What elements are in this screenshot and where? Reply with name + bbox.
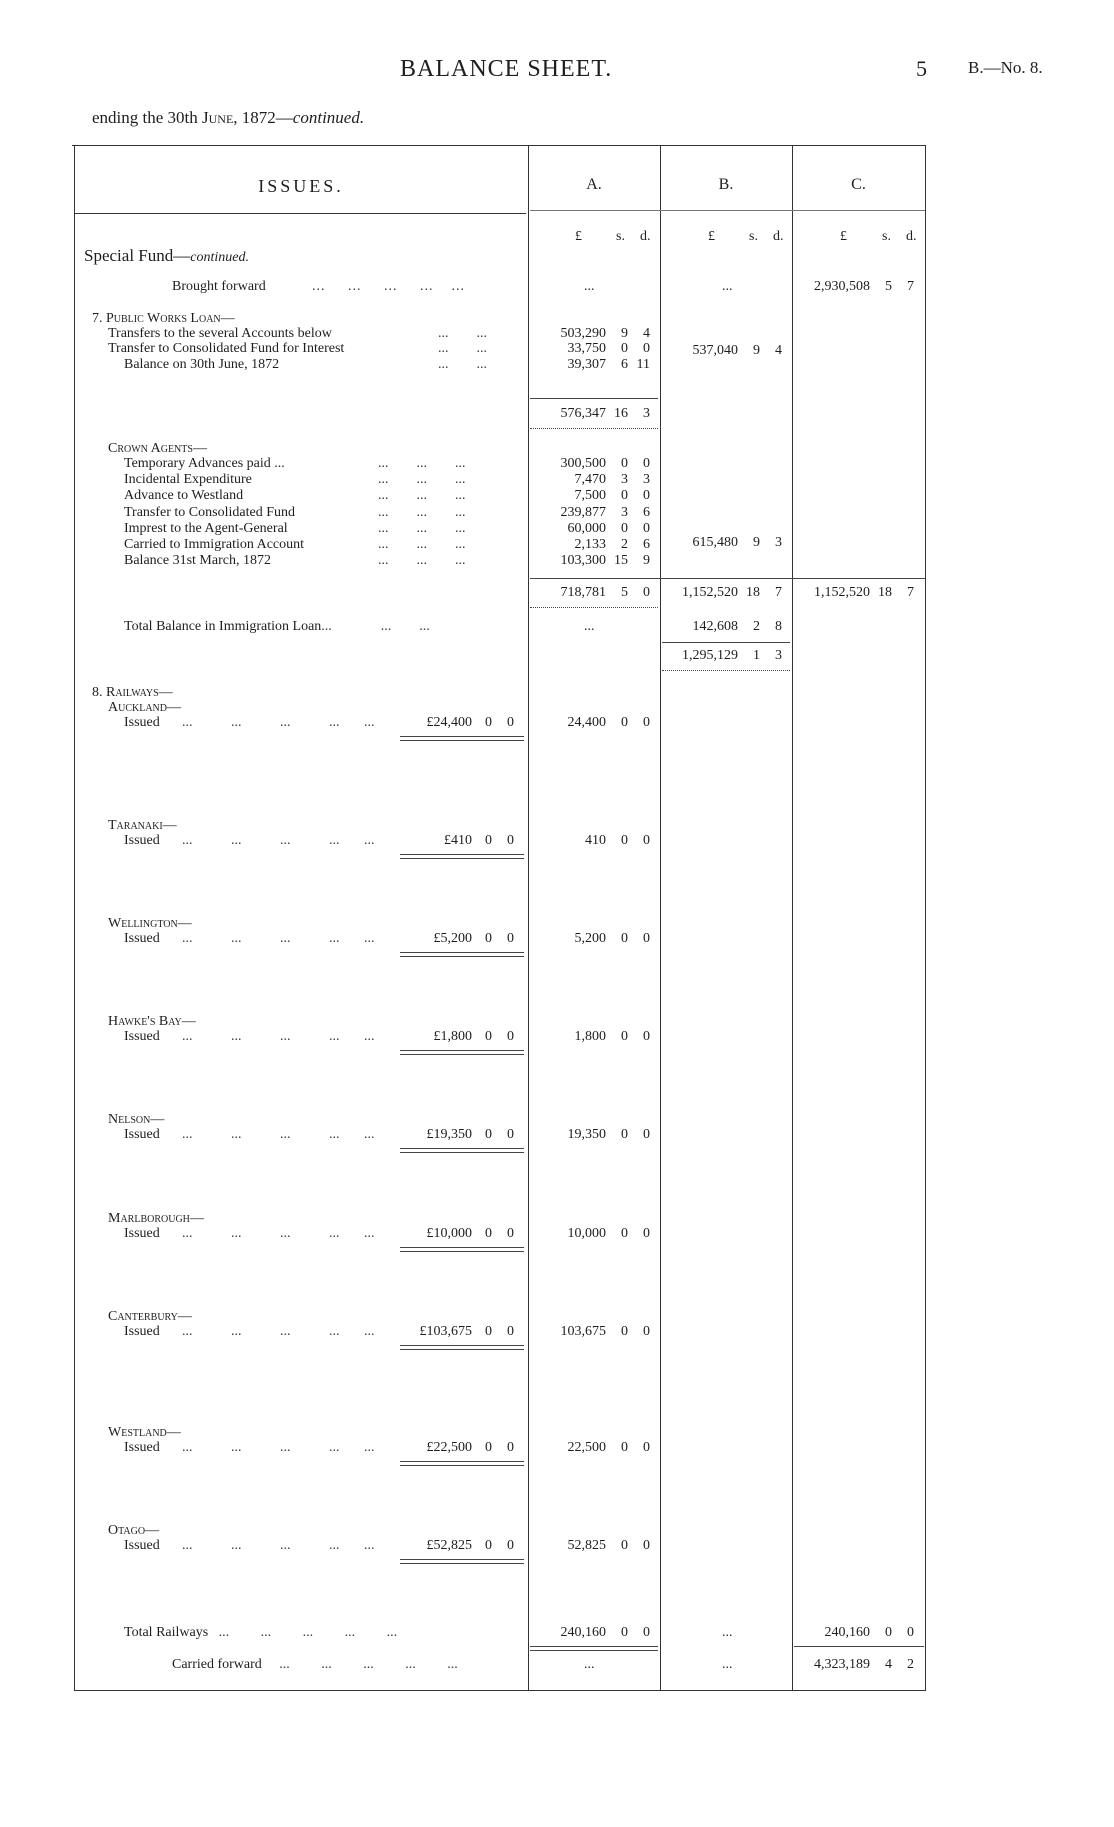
- railway-a-shillings: 0: [621, 833, 628, 848]
- railway-district-name: Otago—: [108, 1523, 160, 1538]
- public-works-row-label: Transfer to Consolidated Fund for Interest: [108, 341, 345, 356]
- public-works-row-shillings: 0: [621, 341, 628, 356]
- public-works-row-pence: 4: [643, 326, 650, 341]
- carried-forward-label: Carried forward ... ... ... ... ...: [172, 1657, 458, 1672]
- public-works-b-pence: 4: [775, 343, 782, 358]
- railway-a-pence: 0: [643, 1127, 650, 1142]
- crown-agents-row-label: Transfer to Consolidated Fund: [124, 504, 295, 520]
- railway-issued-label: Issued: [124, 715, 160, 730]
- railway-issued-shillings: 0: [485, 1029, 492, 1044]
- brought-forward-leader-dots: ... ... ... ... ...: [312, 279, 465, 294]
- public-works-row-label: Transfers to the several Accounts below: [108, 326, 332, 341]
- railway-issued-amount: £103,675: [419, 1324, 472, 1339]
- public-works-row-pence: 11: [636, 357, 650, 372]
- railway-district-name: Marlborough—: [108, 1211, 204, 1226]
- public-works-b-pounds: 537,040: [692, 343, 738, 358]
- crown-agents-row-label: Incidental Expenditure: [124, 472, 252, 488]
- section-title-text: Special Fund—: [84, 246, 191, 265]
- railway-row-dots: ... ... ... ... ...: [182, 1029, 375, 1044]
- railway-a-shillings: 0: [621, 1127, 628, 1142]
- subtitle-month: June: [202, 108, 234, 127]
- public-works-total-pounds: 576,347: [560, 406, 606, 421]
- crown-agents-row-dots: ... ... ...: [378, 553, 466, 569]
- subtitle-prefix: ending the 30th: [92, 108, 198, 127]
- public-works-b-shillings: 9: [753, 343, 760, 358]
- railway-issued-pence: 0: [507, 1538, 514, 1553]
- subtitle-year: , 1872—: [233, 108, 293, 127]
- railway-a-pounds: 24,400: [567, 715, 606, 730]
- railway-row-dots: ... ... ... ... ...: [182, 833, 375, 848]
- crown-agents-row-label: Temporary Advances paid ...: [124, 456, 285, 471]
- railway-issued-amount: £52,825: [426, 1538, 472, 1553]
- immigration-a: ...: [584, 619, 595, 634]
- railway-a-pounds: 5,200: [574, 931, 606, 946]
- page-subtitle: [92, 108, 364, 128]
- crown-agents-row-pounds: 2,133: [574, 537, 606, 552]
- crown-agents-row-shillings: 3: [621, 504, 628, 520]
- railway-issued-label: Issued: [124, 833, 160, 848]
- pence-label-c: d.: [906, 229, 917, 244]
- crown-agents-row-shillings: 3: [621, 472, 628, 488]
- pound-label-b: £: [708, 229, 715, 244]
- railway-issued-amount: £1,800: [433, 1029, 472, 1044]
- crown-agents-row-label: Carried to Immigration Account: [124, 537, 305, 552]
- public-works-row-label: Balance on 30th June, 1872: [124, 357, 280, 372]
- crown-agents-b-shillings: 9: [753, 535, 760, 550]
- railway-a-pence: 0: [643, 715, 650, 730]
- railway-district-name: Taranaki—: [108, 818, 177, 833]
- immigration-b-shillings: 2: [753, 619, 760, 634]
- pound-label-a: £: [575, 229, 582, 244]
- railway-a-pounds: 19,350: [567, 1127, 606, 1142]
- public-works-row-dots: ... ...: [438, 326, 487, 341]
- brought-forward-label: Brought forward: [172, 279, 266, 294]
- railway-a-pounds: 22,500: [567, 1440, 606, 1455]
- railway-a-shillings: 0: [621, 1324, 628, 1339]
- crown-agents-row-label: Balance 31st March, 1872: [124, 553, 271, 569]
- column-c-header: C.: [851, 176, 866, 193]
- railway-issued-amount: £24,400: [426, 715, 472, 730]
- railway-issued-pence: 0: [507, 1127, 514, 1142]
- railway-a-shillings: 0: [621, 1538, 628, 1553]
- section-title: [84, 246, 249, 266]
- railway-a-pence: 0: [643, 1226, 650, 1241]
- shilling-label-c: s.: [882, 229, 891, 244]
- crown-agents-total-pence: 0: [643, 585, 650, 600]
- railway-issued-shillings: 0: [485, 833, 492, 848]
- railway-a-shillings: 0: [621, 931, 628, 946]
- railway-district-name: Wellington—: [108, 916, 192, 931]
- crown-agents-row-label: Imprest to the Agent-General: [124, 520, 288, 536]
- crown-agents-row-pence: 6: [643, 537, 650, 552]
- public-works-total-pence: 3: [643, 406, 650, 421]
- page-title: BALANCE SHEET.: [400, 56, 613, 82]
- railway-issued-shillings: 0: [485, 1440, 492, 1455]
- public-works-row-shillings: 6: [621, 357, 628, 372]
- public-works-row-pence: 0: [643, 341, 650, 356]
- crown-agents-row-pence: 0: [643, 520, 650, 536]
- column-a-header: A.: [586, 176, 602, 193]
- total-railways-a-pounds: 240,160: [560, 1625, 606, 1640]
- railway-row-dots: ... ... ... ... ...: [182, 1538, 375, 1553]
- immigration-b-pounds: 142,608: [692, 619, 738, 634]
- brought-forward-a: ...: [584, 279, 595, 294]
- crown-agents-row-shillings: 15: [614, 553, 628, 569]
- crown-agents-c-total-shillings: 18: [878, 585, 892, 600]
- railway-a-shillings: 0: [621, 1440, 628, 1455]
- public-works-row-pounds: 503,290: [560, 326, 606, 341]
- public-works-row-pounds: 39,307: [567, 357, 606, 372]
- railway-a-pence: 0: [643, 1538, 650, 1553]
- crown-agents-row-shillings: 0: [621, 456, 628, 471]
- railway-issued-pence: 0: [507, 931, 514, 946]
- immigration-b-total-pounds: 1,295,129: [682, 648, 738, 663]
- crown-agents-row-pence: 3: [643, 472, 650, 488]
- carried-forward-b: ...: [722, 1657, 733, 1672]
- railway-a-pence: 0: [643, 1440, 650, 1455]
- railway-row-dots: ... ... ... ... ...: [182, 715, 375, 730]
- railway-district-name: Nelson—: [108, 1112, 165, 1127]
- railway-issued-pence: 0: [507, 715, 514, 730]
- railway-issued-amount: £5,200: [433, 931, 472, 946]
- brought-forward-b: ...: [722, 279, 733, 294]
- crown-agents-row-shillings: 0: [621, 520, 628, 536]
- immigration-b-total-pence: 3: [775, 648, 782, 663]
- railway-issued-pence: 0: [507, 1029, 514, 1044]
- railway-a-pounds: 103,675: [560, 1324, 606, 1339]
- subtitle-continued: continued.: [292, 108, 365, 127]
- railway-issued-shillings: 0: [485, 715, 492, 730]
- railway-a-shillings: 0: [621, 1226, 628, 1241]
- shilling-label-b: s.: [749, 229, 758, 244]
- railway-issued-shillings: 0: [485, 1324, 492, 1339]
- railway-issued-shillings: 0: [485, 1226, 492, 1241]
- railway-district-name: Canterbury—: [108, 1309, 192, 1324]
- brought-forward-c-pounds: 2,930,508: [814, 279, 870, 294]
- crown-agents-row-shillings: 2: [621, 537, 628, 552]
- railway-issued-amount: £22,500: [426, 1440, 472, 1455]
- railway-district-name: Westland—: [108, 1425, 181, 1440]
- crown-agents-total-pounds: 718,781: [560, 585, 606, 600]
- crown-agents-b-total-pence: 7: [775, 585, 782, 600]
- crown-agents-row-pounds: 103,300: [560, 553, 606, 569]
- railway-issued-pence: 0: [507, 833, 514, 848]
- total-railways-c-pounds: 240,160: [824, 1625, 870, 1640]
- crown-agents-row-dots: ... ... ...: [378, 472, 466, 488]
- total-railways-a-shillings: 0: [621, 1625, 628, 1640]
- crown-agents-c-total-pounds: 1,152,520: [814, 585, 870, 600]
- railway-a-pence: 0: [643, 1324, 650, 1339]
- carried-forward-c-shillings: 4: [885, 1657, 892, 1672]
- pence-label-b: d.: [773, 229, 784, 244]
- railway-a-shillings: 0: [621, 1029, 628, 1044]
- crown-agents-total-shillings: 5: [621, 585, 628, 600]
- total-railways-a-pence: 0: [643, 1625, 650, 1640]
- railway-issued-pence: 0: [507, 1226, 514, 1241]
- public-works-row-dots: ... ...: [438, 357, 487, 372]
- railway-issued-label: Issued: [124, 1226, 160, 1241]
- crown-agents-row-dots: ... ... ...: [378, 488, 466, 504]
- crown-agents-row-pounds: 239,877: [560, 504, 606, 520]
- public-works-total-shillings: 16: [614, 406, 628, 421]
- railway-issued-label: Issued: [124, 1029, 160, 1044]
- railway-a-pence: 0: [643, 931, 650, 946]
- total-railways-c-pence: 0: [907, 1625, 914, 1640]
- column-b-header: B.: [718, 176, 734, 193]
- pence-label-a: d.: [640, 229, 651, 244]
- railway-a-pence: 0: [643, 833, 650, 848]
- brought-forward-c-pence: 7: [907, 279, 914, 294]
- railway-a-pounds: 10,000: [567, 1226, 606, 1241]
- crown-agents-row-pence: 6: [643, 504, 650, 520]
- crown-agents-row-pounds: 300,500: [560, 456, 606, 471]
- carried-forward-a: ...: [584, 1657, 595, 1672]
- carried-forward-c-pence: 2: [907, 1657, 914, 1672]
- crown-agents-b-total-pounds: 1,152,520: [682, 585, 738, 600]
- crown-agents-row-dots: ... ... ...: [378, 504, 466, 520]
- crown-agents-b-pounds: 615,480: [692, 535, 738, 550]
- railway-issued-shillings: 0: [485, 1127, 492, 1142]
- railway-a-pounds: 410: [585, 833, 606, 848]
- crown-agents-row-pence: 0: [643, 456, 650, 471]
- crown-agents-row-dots: ... ... ...: [378, 456, 466, 471]
- immigration-label: Total Balance in Immigration Loan... ... ...: [124, 619, 430, 634]
- railway-issued-amount: £10,000: [426, 1226, 472, 1241]
- shilling-label-a: s.: [616, 229, 625, 244]
- railway-district-name: Auckland—: [108, 700, 181, 715]
- railway-issued-label: Issued: [124, 1127, 160, 1142]
- railway-row-dots: ... ... ... ... ...: [182, 1226, 375, 1241]
- total-railways-c-shillings: 0: [885, 1625, 892, 1640]
- public-works-row-dots: ... ...: [438, 341, 487, 356]
- total-railways-label: Total Railways ... ... ... ... ...: [124, 1625, 398, 1640]
- crown-agents-c-total-pence: 7: [907, 585, 914, 600]
- crown-agents-row-dots: ... ... ...: [378, 520, 466, 536]
- crown-agents-row-label: Advance to Westland: [124, 488, 244, 504]
- railway-issued-amount: £19,350: [426, 1127, 472, 1142]
- railway-issued-amount: £410: [444, 833, 472, 848]
- railway-row-dots: ... ... ... ... ...: [182, 1127, 375, 1142]
- railway-a-pence: 0: [643, 1029, 650, 1044]
- crown-agents-row-pounds: 60,000: [567, 520, 606, 536]
- section-title-continued: continued.: [190, 250, 249, 265]
- crown-agents-row-pence: 9: [643, 553, 650, 569]
- pound-label-c: £: [840, 229, 847, 244]
- railway-row-dots: ... ... ... ... ...: [182, 931, 375, 946]
- crown-agents-row-pounds: 7,500: [574, 488, 606, 504]
- railway-a-pounds: 1,800: [574, 1029, 606, 1044]
- railway-district-name: Hawke's Bay—: [108, 1014, 196, 1029]
- immigration-b-pence: 8: [775, 619, 782, 634]
- crown-agents-row-pence: 0: [643, 488, 650, 504]
- railway-issued-label: Issued: [124, 1538, 160, 1553]
- crown-agents-b-pence: 3: [775, 535, 782, 550]
- brought-forward-c-shillings: 5: [885, 279, 892, 294]
- railway-issued-pence: 0: [507, 1324, 514, 1339]
- public-works-row-shillings: 9: [621, 326, 628, 341]
- immigration-b-total-shillings: 1: [753, 648, 760, 663]
- railway-a-pounds: 52,825: [567, 1538, 606, 1553]
- public-works-heading: 7. Public Works Loan—: [92, 311, 235, 326]
- railway-issued-shillings: 0: [485, 1538, 492, 1553]
- page-number: 5: [916, 56, 928, 81]
- crown-agents-row-dots: ... ... ...: [378, 537, 466, 552]
- crown-agents-row-shillings: 0: [621, 488, 628, 504]
- railway-issued-pence: 0: [507, 1440, 514, 1455]
- railways-heading: 8. Railways—: [92, 685, 173, 700]
- railway-a-shillings: 0: [621, 715, 628, 730]
- carried-forward-c-pounds: 4,323,189: [814, 1657, 870, 1672]
- railway-issued-label: Issued: [124, 1324, 160, 1339]
- railway-issued-label: Issued: [124, 1440, 160, 1455]
- document-reference: B.—No. 8.: [968, 58, 1043, 77]
- railway-issued-label: Issued: [124, 931, 160, 946]
- railway-row-dots: ... ... ... ... ...: [182, 1324, 375, 1339]
- railway-issued-shillings: 0: [485, 931, 492, 946]
- public-works-row-pounds: 33,750: [567, 341, 606, 356]
- railway-row-dots: ... ... ... ... ...: [182, 1440, 375, 1455]
- crown-agents-b-total-shillings: 18: [746, 585, 760, 600]
- issues-column-header: ISSUES.: [258, 176, 344, 196]
- crown-agents-row-pounds: 7,470: [574, 472, 606, 488]
- crown-agents-heading: Crown Agents—: [108, 441, 207, 456]
- total-railways-b: ...: [722, 1625, 733, 1640]
